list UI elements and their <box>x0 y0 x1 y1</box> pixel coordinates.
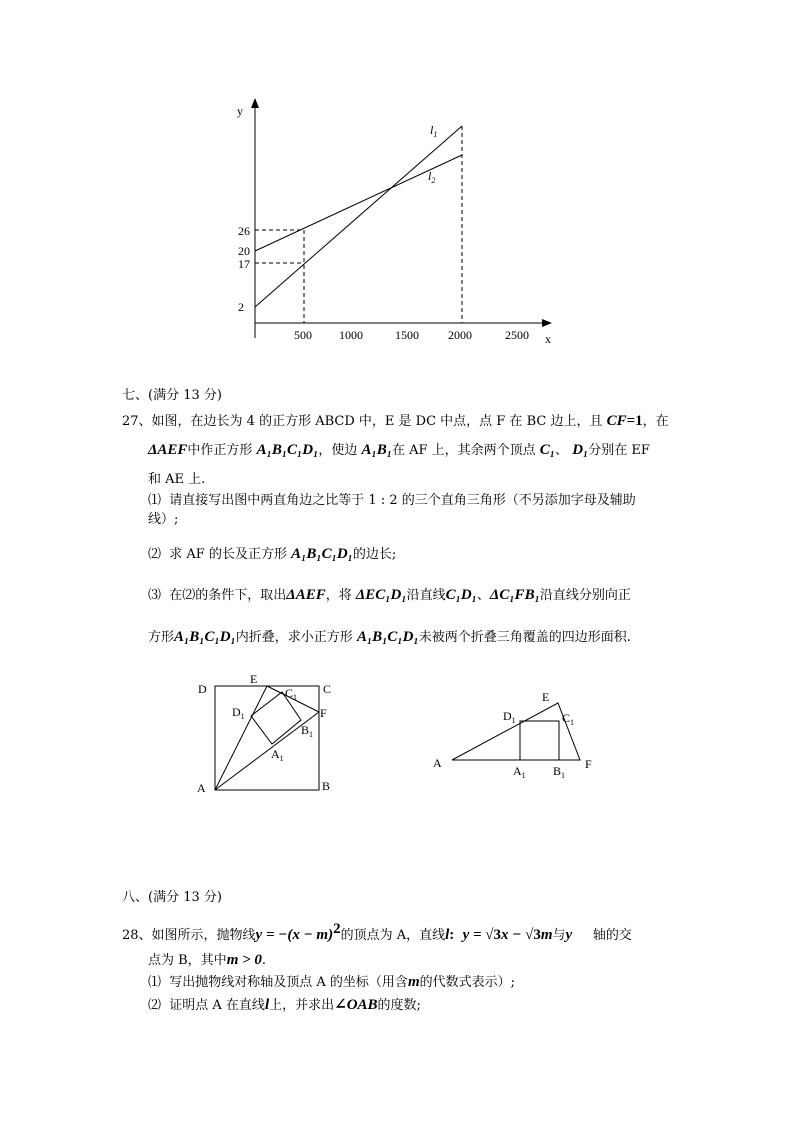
r-label-b1: $B_1$ <box>553 764 566 780</box>
q28-line1: 28、如图所示，抛物线$y = -(x - m)^2$的顶点为 A，直线l: y = √3x − √3m与y 轴的交 <box>122 921 632 943</box>
q28-part1: ⑴ 写出抛物线对称轴及顶点 A 的坐标（用含m的代数式表示）; <box>148 974 515 990</box>
label-e: E <box>250 672 258 686</box>
x-tick-2000: 2000 <box>448 328 472 342</box>
label-d: D <box>198 682 207 696</box>
r-label-a1: $A_1$ <box>513 764 526 780</box>
y-axis-label: y <box>237 104 243 118</box>
r-label-c1: $C_1$ <box>562 711 575 727</box>
q27-part1-b: 线）; <box>148 512 179 527</box>
label-a: A <box>197 781 206 795</box>
q27-line2: ΔAEF中作正方形 A₁B₁C₁D₁，使边 A₁B₁在 AF 上，其余两个顶点 C₁、 D₁分别在 EF <box>148 442 650 458</box>
label-d1: $D_1$ <box>232 705 245 721</box>
y-tick-26: 26 <box>238 224 250 238</box>
r-label-f: F <box>585 757 592 771</box>
r-label-e: E <box>542 690 550 704</box>
small-square <box>520 721 559 760</box>
x-axis-label: x <box>545 332 551 346</box>
q27-line1: 27、如图，在边长为 4 的正方形 ABCD 中，E 是 DC 中点，点 F 在 BC 边上，且 CF=1，在 <box>122 413 669 429</box>
q27-line3: 和 AE 上. <box>148 472 206 487</box>
y-tick-17: 17 <box>238 257 250 271</box>
x-tick-2500: 2500 <box>505 328 529 342</box>
section8-heading: 八、(满分 13 分) <box>122 890 222 905</box>
q28-line2: 点为 B，其中m > 0. <box>148 952 267 968</box>
label-c1: $C_1$ <box>285 686 298 702</box>
q27-part2: ⑵ 求 AF 的长及正方形 A₁B₁C₁D₁的边长; <box>148 546 397 562</box>
line-l2-label: $l_2$ <box>428 169 436 185</box>
triangle-aef <box>452 703 580 760</box>
q27-part1-a: ⑴ 请直接写出图中两直角边之比等于 1 : 2 的三个直角三角形（不另添加字母及辅助 <box>148 493 636 508</box>
label-b: B <box>322 779 331 793</box>
section7-heading: 七、(满分 13 分) <box>122 388 222 403</box>
q27-part3-a: ⑶ 在⑵的条件下，取出ΔAEF，将 ΔEC₁D₁沿直线C₁D₁、ΔC₁FB₁沿直线分别向正 <box>148 587 631 603</box>
label-c: C <box>323 682 332 696</box>
q27-part3-b: 方形A₁B₁C₁D₁内折叠，求小正方形 A₁B₁C₁D₁未被两个折叠三角覆盖的四边形面积. <box>148 629 631 645</box>
y-tick-20: 20 <box>238 244 250 258</box>
r-label-d1: $D_1$ <box>503 709 516 725</box>
r-label-a: A <box>433 756 442 770</box>
x-tick-500: 500 <box>294 328 312 342</box>
y-tick-2: 2 <box>238 300 244 314</box>
label-a1: $A_1$ <box>271 747 284 763</box>
q28-part2: ⑵ 证明点 A 在直线l上，并求出∠OAB的度数; <box>148 997 421 1013</box>
line-l1-label: $l_1$ <box>430 123 438 139</box>
label-b1: $B_1$ <box>301 723 314 739</box>
label-f: F <box>320 706 327 720</box>
x-tick-1000: 1000 <box>339 328 363 342</box>
seg-ae <box>215 686 267 790</box>
x-tick-1500: 1500 <box>395 328 419 342</box>
